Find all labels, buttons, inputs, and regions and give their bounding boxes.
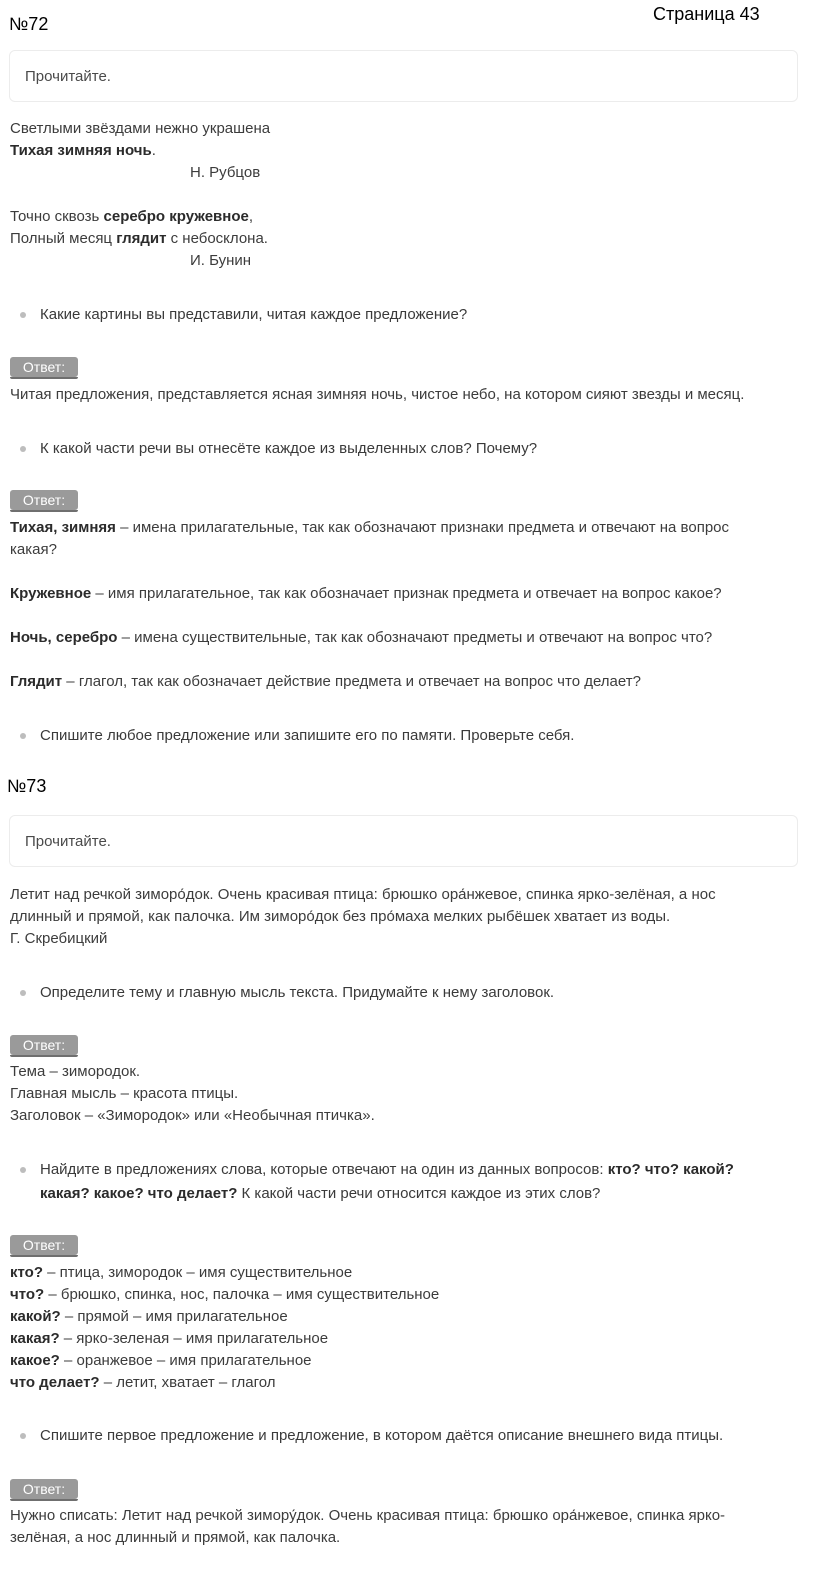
answer-line: Нужно списать: Летит над речкой зимору́док. Очень красивая птица: брюшко ора́нжевое, спинка ярко-	[10, 1507, 726, 1524]
question-bullet	[40, 1158, 800, 1206]
answer-text	[10, 1262, 800, 1394]
instruction-box: Прочитайте.	[9, 815, 798, 867]
punctuation: .	[151, 142, 156, 159]
answer-line: Тема – зимородок.	[10, 1063, 141, 1080]
answer-explanation: – имена существительные, так как обозначают предметы и отвечают на вопрос что?	[117, 629, 713, 646]
question-word: какой?	[10, 1308, 61, 1325]
answer-explanation: – оранжевое – имя прилагательное	[59, 1352, 312, 1369]
answer-line	[10, 1372, 800, 1394]
answer-explanation: – брюшко, спинка, нос, палочка – имя существительное	[44, 1286, 440, 1303]
page-number: Страница 43	[653, 4, 760, 24]
task-number-73: №73	[7, 776, 47, 796]
answer-badge: Ответ:	[10, 490, 78, 510]
answer-text	[10, 517, 800, 561]
highlighted-questions: какая? какое? что делает?	[40, 1185, 238, 1202]
highlighted-term: Ночь, серебро	[10, 629, 118, 646]
poem-bunin	[10, 206, 800, 272]
highlighted-term: Глядит	[10, 673, 63, 690]
poem-author: Н. Рубцов	[190, 164, 261, 181]
instruction-box: Прочитайте.	[9, 50, 798, 102]
answer-explanation: – ярко-зеленая – имя прилагательное	[59, 1330, 329, 1347]
answer-text	[10, 583, 800, 605]
answer-explanation: – имена прилагательные, так как обозначают признаки предмета и отвечают на вопрос	[115, 519, 730, 536]
text-line: Летит над речкой зиморо́док. Очень красивая птица: брюшко ора́нжевое, спинка ярко-зелёная, а нос	[10, 886, 716, 903]
text-fragment: Точно сквозь	[10, 208, 104, 225]
answer-explanation: – прямой – имя прилагательное	[60, 1308, 288, 1325]
answer-badge: Ответ:	[10, 1035, 78, 1055]
question-text: К какой части речи относится каждое из этих слов?	[237, 1185, 601, 1202]
highlighted-word: Тихая зимняя ночь	[10, 142, 152, 159]
answer-line	[10, 1262, 800, 1284]
answer-line: Заголовок – «Зимородок» или «Необычная птичка».	[10, 1107, 375, 1124]
answer-text	[10, 1505, 800, 1549]
poem-line: Светлыми звёздами нежно украшена	[10, 120, 271, 137]
question-word: кто?	[10, 1264, 43, 1281]
poem-line	[10, 228, 800, 250]
text-skrebitsky	[10, 884, 800, 950]
answer-line	[10, 1284, 800, 1306]
question-word: какая?	[10, 1330, 60, 1347]
question-bullet: К какой части речи вы отнесёте каждое из выделенных слов? Почему?	[40, 437, 800, 461]
text-fragment: с небосклона.	[166, 230, 268, 247]
answer-explanation: – летит, хватает – глагол	[99, 1374, 276, 1391]
question-word: что?	[10, 1286, 45, 1303]
answer-explanation: – глагол, так как обозначает действие предмета и отвечает на вопрос что делает?	[62, 673, 641, 690]
text-author: Г. Скребицкий	[10, 930, 108, 947]
question-word: что делает?	[10, 1374, 100, 1391]
answer-text	[10, 671, 800, 693]
text-fragment: ,	[248, 208, 253, 225]
answer-line	[10, 1350, 800, 1372]
poem-rubtsov	[10, 118, 800, 184]
highlighted-word: серебро кружевное	[103, 208, 249, 225]
poem-line	[10, 140, 800, 162]
answer-explanation: – имя прилагательное, так как обозначает признак предмета и отвечает на вопрос какое?	[91, 585, 722, 602]
answer-text: Читая предложения, представляется ясная зимняя ночь, чистое небо, на котором сияют звезды и месяц.	[10, 386, 745, 403]
question-text: Найдите в предложениях слова, которые отвечают на один из данных вопросов:	[40, 1161, 608, 1178]
answer-badge: Ответ:	[10, 357, 78, 377]
question-bullet: Спишите первое предложение и предложение, в котором даётся описание внешнего вида птицы.	[40, 1424, 800, 1448]
answer-line	[10, 1306, 800, 1328]
answer-line	[10, 1328, 800, 1350]
answer-line: зелёная, а нос длинный и прямой, как палочка.	[10, 1529, 341, 1546]
answer-text	[10, 627, 800, 649]
answer-text	[10, 1061, 800, 1127]
poem-author: И. Бунин	[190, 252, 252, 269]
question-bullet: Определите тему и главную мысль текста. Придумайте к нему заголовок.	[40, 981, 800, 1005]
question-bullet: Спишите любое предложение или запишите его по памяти. Проверьте себя.	[40, 724, 800, 748]
question-word: какое?	[10, 1352, 60, 1369]
answer-badge: Ответ:	[10, 1235, 78, 1255]
poem-line	[10, 206, 800, 228]
task-number-72: №72	[9, 14, 49, 34]
answer-badge: Ответ:	[10, 1479, 78, 1499]
question-bullet: Какие картины вы представили, читая каждое предложение?	[40, 303, 800, 327]
text-fragment: Полный месяц	[10, 230, 117, 247]
highlighted-questions: кто? что? какой?	[607, 1161, 734, 1178]
answer-explanation: какая?	[10, 541, 57, 558]
text-line: длинный и прямой, как палочка. Им зиморо́док без про́маха мелких рыбёшек хватает из воды.	[10, 908, 671, 925]
answer-line: Главная мысль – красота птицы.	[10, 1085, 239, 1102]
highlighted-word: глядит	[116, 230, 167, 247]
answer-explanation: – птица, зимородок – имя существительное	[42, 1264, 353, 1281]
highlighted-term: Кружевное	[10, 585, 92, 602]
highlighted-term: Тихая, зимняя	[10, 519, 116, 536]
